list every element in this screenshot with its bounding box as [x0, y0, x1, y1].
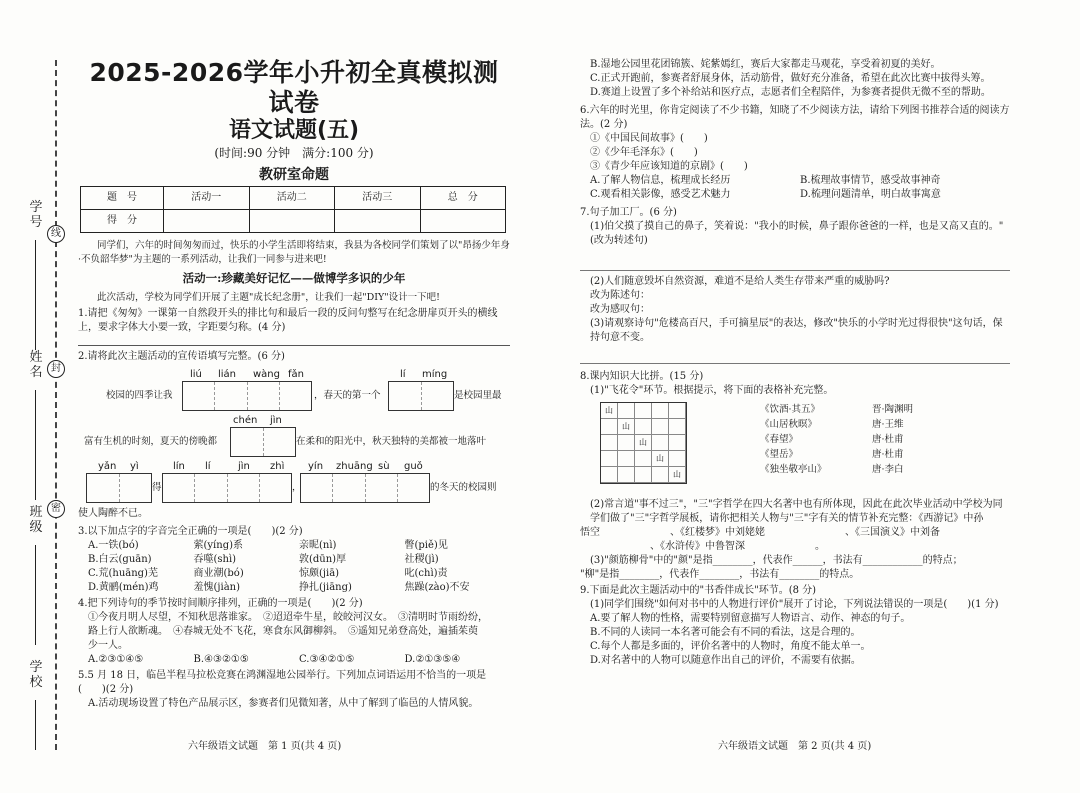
prompt-text: 是校园里最 — [454, 390, 502, 401]
option: 亲昵(nì) — [299, 540, 337, 551]
option[interactable]: B.白云(guān) — [88, 554, 152, 565]
subquestion-line: 悟空 、《红楼梦》中刘姥姥 、《三国演义》中刘备 — [580, 527, 940, 538]
grid-cell[interactable] — [669, 419, 686, 435]
option: 敦(dūn)厚 — [299, 554, 347, 565]
option-row — [78, 567, 510, 581]
option: 萦(yíng)系 — [193, 540, 243, 551]
poem-line: ①今夜月明人尽望，不知秋思落谁家。 ②迢迢牵牛星，皎皎河汉女。 ③清明时节雨纷纷， — [88, 612, 488, 623]
prompt-text: 的冬天的校园则 — [430, 482, 497, 493]
score-input-cell[interactable] — [420, 210, 506, 233]
prompt-text: ，春天的第一个 — [314, 390, 381, 401]
option: 吞噬(shì) — [193, 554, 237, 565]
grid-cell[interactable] — [635, 467, 652, 483]
student-id-line — [35, 240, 36, 350]
grid-cell[interactable] — [601, 451, 618, 467]
poem-line: 少一人。 — [88, 640, 128, 651]
poem-author: 唐·王维 — [872, 419, 904, 430]
grid-cell[interactable] — [618, 467, 635, 483]
grid-cell[interactable] — [601, 435, 618, 451]
prompt-text: ， — [292, 482, 302, 493]
question-2: 2.请将此次主题活动的宣传语填写完整。(6 分) — [78, 351, 285, 362]
pinyin: míng — [422, 369, 448, 380]
grid-cell: 山 — [618, 419, 635, 435]
option[interactable]: D.梳理问题清单，明白故事寓意 — [800, 189, 941, 200]
option: 瞥(piě)见 — [404, 540, 448, 551]
option: 社稷(jì) — [404, 554, 439, 565]
intro-text: 同学们，六年的时间匆匆而过，快乐的小学生活即将结束，我县为各校同学们策划了以"昂扬少年身·不负韶华梦"为主题的一系列活动，让我们一同参与进来吧! — [78, 240, 510, 265]
prompt-text: 得 — [152, 482, 162, 493]
pinyin: zhuāng — [336, 461, 373, 472]
option-row — [580, 174, 1010, 188]
subquestion-line: "柳"是指________，代表作________，书法有________的特点。 — [580, 569, 860, 580]
writing-grid[interactable] — [182, 381, 312, 411]
poem-title: 《春望》 — [760, 434, 799, 445]
option[interactable]: D.对名著中的人物可以随意作出自己的评价，不需要有依据。 — [590, 655, 861, 666]
flying-flower-grid[interactable] — [600, 402, 687, 484]
student-name-label: 姓 名 — [29, 350, 43, 380]
subquestion: (3)"颜筋柳骨"中的"颜"是指________，代表作______，书法有____________的特点； — [590, 555, 963, 566]
pinyin: chén — [233, 415, 258, 426]
question-4: 4.把下列诗句的季节按时间顺序排列，正确的一项是( )(2 分) — [78, 598, 363, 609]
prompt-text: 富有生机的时刻，夏天的傍晚都 — [84, 436, 218, 447]
writing-grid[interactable] — [162, 473, 292, 503]
option[interactable]: D.黄鹂(mén)鸡 — [88, 582, 159, 593]
book-item: ①《中国民间故事》( ) — [590, 133, 708, 144]
activity-1-intro: 此次活动，学校为同学们开展了主题"成长纪念册"，让我们一起"DIY"设计一下吧! — [97, 292, 440, 303]
pinyin: jìn — [238, 461, 250, 472]
grid-cell: 山 — [635, 435, 652, 451]
grid-cell[interactable] — [669, 435, 686, 451]
poem-list — [760, 402, 913, 477]
score-input-cell[interactable] — [335, 210, 421, 233]
writing-grid[interactable] — [300, 473, 430, 503]
grid-cell: 山 — [669, 467, 686, 483]
grid-cell[interactable] — [635, 419, 652, 435]
grid-cell[interactable] — [618, 451, 635, 467]
author-line: 教研室命题 — [259, 167, 329, 183]
exam-subtitle: 语文试题(五) — [228, 118, 360, 143]
subquestion: (2)人们随意毁坏自然资源，难道不是给人类生存带来严重的威胁吗? — [590, 276, 890, 287]
score-input-cell[interactable] — [164, 210, 250, 233]
option: 羞愧(jiàn) — [193, 582, 241, 593]
option: 焦躁(zào)不安 — [404, 582, 470, 593]
option-row — [78, 581, 510, 595]
poem-author: 唐·李白 — [872, 464, 904, 475]
writing-grid[interactable] — [388, 381, 454, 411]
option[interactable]: C.荒(huāng)芜 — [88, 568, 158, 579]
page-1 — [78, 58, 510, 711]
score-cell: 得 分 — [81, 210, 164, 233]
option: 惊颇(jiā) — [299, 568, 340, 579]
subquestion: (3)请观察诗句"危楼高百尺，手可摘星辰"的表达，修改"快乐的小学时光过得很快"这句话，保持句意不变。 — [590, 318, 1003, 343]
grid-cell[interactable] — [601, 419, 618, 435]
prompt-text: 使人陶醉不已。 — [78, 508, 148, 519]
question-9: 9.下面是此次主题活动中的"书香伴成长"环节。(8 分) — [580, 585, 817, 596]
school-line — [35, 700, 36, 750]
option[interactable]: C.观看相关影像，感受艺术魅力 — [590, 189, 731, 200]
page-2 — [580, 58, 1010, 668]
option[interactable]: B.④③②①⑤ — [193, 654, 249, 665]
poem-row — [760, 462, 913, 477]
subquestion: (1)"飞花令"环节。根据提示，将下面的表格补充完整。 — [590, 385, 834, 396]
pinyin: zhì — [270, 461, 285, 472]
grid-cell: 山 — [652, 451, 669, 467]
question-8: 8.课内知识大比拼。(15 分) — [580, 371, 704, 382]
question-1: 1.请把《匆匆》一课第一自然段开头的排比句和最后一段的反问句整写在纪念册扉页开头的横线上，要求字体大小要一致，字距要匀称。(4 分) — [78, 308, 498, 333]
class-line — [35, 545, 36, 645]
option[interactable]: B.湿地公园里花团锦簇、姹紫嫣红，赛后大家都走马观花，享受着初夏的美好。 — [590, 59, 941, 70]
question-7: 7.句子加工厂。(6 分) — [580, 207, 677, 218]
poem-author: 唐·杜甫 — [872, 434, 904, 445]
score-cell: 活动二 — [249, 187, 335, 210]
exam-title: 2025-2026学年小升初全真模拟测试卷 — [89, 58, 499, 117]
seal-mark-2: 封 — [47, 360, 65, 378]
poem-row — [760, 447, 913, 462]
option[interactable]: A.一铁(bó) — [88, 540, 139, 551]
score-table-header — [81, 187, 506, 210]
answer-line[interactable] — [580, 351, 1010, 364]
answer-line[interactable] — [78, 345, 510, 346]
grid-cell[interactable] — [652, 419, 669, 435]
fill-row-2 — [78, 427, 510, 457]
option[interactable]: C.正式开跑前，参赛者舒展身体，活动筋骨，做好充分准备，希望在此次比赛中拔得头筹。 — [590, 73, 991, 84]
poem-row — [760, 417, 913, 432]
footer-page-1: 六年级语文试题 第 1 页(共 4 页) — [188, 741, 342, 752]
student-id-label: 学 号 — [29, 200, 43, 230]
poem-row — [760, 402, 913, 417]
pinyin-row-3 — [78, 460, 510, 473]
pinyin: yì — [130, 461, 139, 472]
grid-cell[interactable] — [618, 403, 635, 419]
pinyin-row-1 — [78, 368, 510, 381]
score-cell: 题 号 — [81, 187, 164, 210]
subquestion-line: 、《水浒传》中鲁智深 。 — [580, 541, 825, 552]
option-row — [580, 188, 1010, 202]
option: 叱(chì)责 — [404, 568, 448, 579]
option[interactable]: C.每个人都是多面的，评价名著中的人物时，角度不能太单一。 — [590, 641, 871, 652]
poem-title: 《望岳》 — [760, 449, 799, 460]
score-cell: 活动三 — [335, 187, 421, 210]
option[interactable]: A.要了解人物的性格，需要特别留意描写人物语言、动作、神态的句子。 — [590, 613, 911, 624]
question-5: 5.5 月 18 日，临邑半程马拉松竞赛在鸿渊湿地公园举行。下列加点词语运用不恰当的一项是( )(2 分) — [78, 670, 487, 695]
pinyin: yǎn — [98, 461, 117, 472]
cut-line — [55, 60, 57, 750]
student-name-line — [35, 390, 36, 500]
poem-row — [760, 432, 913, 447]
option-row — [78, 553, 510, 567]
subquestion-prompt: 改为感叹句： — [590, 304, 650, 315]
poem-title: 《独坐敬亭山》 — [760, 464, 827, 475]
writing-grid[interactable] — [230, 427, 296, 457]
score-cell: 活动一 — [164, 187, 250, 210]
option-row — [78, 653, 510, 667]
seal-mark-1: 线 — [47, 225, 65, 243]
poem-title: 《山居秋暝》 — [760, 419, 818, 430]
class-label: 班 级 — [29, 505, 43, 535]
grid-cell[interactable] — [652, 403, 669, 419]
grid-cell[interactable] — [635, 403, 652, 419]
fill-row-3 — [78, 473, 510, 503]
option[interactable]: B.梳理故事情节，感受故事神奇 — [800, 175, 941, 186]
prompt-text: 在柔和的阳光中，秋天独特的美都被一地落叶 — [296, 436, 487, 447]
pinyin: lián — [218, 369, 237, 380]
option[interactable]: B.不同的人读同一本名著可能会有不同的看法，这是合理的。 — [590, 627, 861, 638]
poem-line: 路上行人欲断魂。 ④春城无处不飞花，寒食东风御柳斜。 ⑤遥知兄弟登高处，遍插茱萸 — [88, 626, 478, 637]
activity-1-heading: 活动一:珍藏美好记忆——做博学多识的少年 — [182, 271, 406, 285]
poem-author: 晋·陶渊明 — [872, 404, 914, 415]
option[interactable]: A.了解人物信息，梳理成长经历 — [590, 175, 731, 186]
question-3: 3.以下加点字的字音完全正确的一项是( )(2 分) — [78, 526, 303, 537]
pinyin: lí — [400, 369, 406, 380]
time-info: (时间:90 分钟 满分:100 分) — [214, 146, 374, 160]
option[interactable]: D.②①③⑤④ — [404, 654, 461, 665]
grid-cell[interactable] — [618, 435, 635, 451]
pinyin: jìn — [270, 415, 282, 426]
grid-cell: 山 — [601, 403, 618, 419]
option[interactable]: A.活动现场设置了特色产品展示区，参赛者们见微知著，从中了解到了临邑的人情风貌。 — [88, 698, 479, 709]
score-cell: 总 分 — [420, 187, 506, 210]
seal-mark-3: 密 — [47, 500, 65, 518]
binding-margin — [22, 60, 72, 750]
subquestion: (2)常言道"事不过三"，"三"字哲学在四大名著中也有所体现，因此在此次毕业活动中学校为同学们做了"三"字哲学展板，请你把相关人物与"三"字有关的情节补充完整：《西游记》中孙 — [590, 499, 1003, 524]
pinyin: yín — [308, 461, 324, 472]
pinyin: liú — [190, 369, 202, 380]
grid-cell[interactable] — [635, 451, 652, 467]
pinyin: lí — [205, 461, 211, 472]
answer-line[interactable] — [580, 258, 1010, 271]
pinyin: guǒ — [404, 461, 423, 472]
subquestion: (1)伯父摸了摸自己的鼻子，笑着说："我小的时候，鼻子跟你爸爸的一样，也是又高又直的。"(改为转述句) — [590, 221, 1004, 246]
option: 挣扎(jiāng) — [299, 582, 352, 593]
pinyin: sù — [378, 461, 390, 472]
subquestion-prompt: 改为陈述句： — [590, 290, 650, 301]
option[interactable]: D.赛道上设置了多个补给站和医疗点，志愿者们全程陪伴，为参赛者提供无微不至的帮助。 — [590, 87, 991, 98]
poem-author: 唐·杜甫 — [872, 449, 904, 460]
option: 商业潮(bó) — [193, 568, 244, 579]
poem-title: 《饮酒·其五》 — [760, 404, 821, 415]
option-row — [78, 539, 510, 553]
school-label: 学 校 — [29, 660, 43, 690]
grid-cell[interactable] — [652, 435, 669, 451]
subquestion: (1)同学们围绕"如何对书中的人物进行评价"展开了讨论，下列说法错误的一项是( )(1 分) — [590, 599, 999, 610]
book-item: ③《青少年应该知道的京剧》( ) — [590, 161, 748, 172]
grid-cell[interactable] — [601, 467, 618, 483]
flying-flower-section — [600, 402, 1010, 494]
grid-cell[interactable] — [669, 451, 686, 467]
fill-row-1 — [78, 381, 510, 411]
pinyin: wàng — [253, 369, 280, 380]
writing-grid[interactable] — [86, 473, 152, 503]
score-input-cell[interactable] — [249, 210, 335, 233]
pinyin: fǎn — [288, 369, 304, 380]
footer-page-2: 六年级语文试题 第 2 页(共 4 页) — [718, 741, 872, 752]
score-table — [80, 186, 506, 233]
prompt-text: 校园的四季让我 — [106, 390, 173, 401]
question-6: 6.六年的时光里，你肯定阅读了不少书籍，知晓了不少阅读方法，请给下列图书推荐合适的阅读方法。(2 分) — [580, 105, 1010, 130]
book-item: ②《少年毛泽东》( ) — [590, 147, 698, 158]
pinyin-row-2 — [78, 414, 510, 427]
option[interactable]: C.③④②①⑤ — [299, 654, 355, 665]
grid-cell[interactable] — [669, 403, 686, 419]
pinyin: lín — [173, 461, 185, 472]
grid-cell[interactable] — [652, 467, 669, 483]
score-table-row — [81, 210, 506, 233]
option[interactable]: A.②③①④⑤ — [88, 654, 144, 665]
